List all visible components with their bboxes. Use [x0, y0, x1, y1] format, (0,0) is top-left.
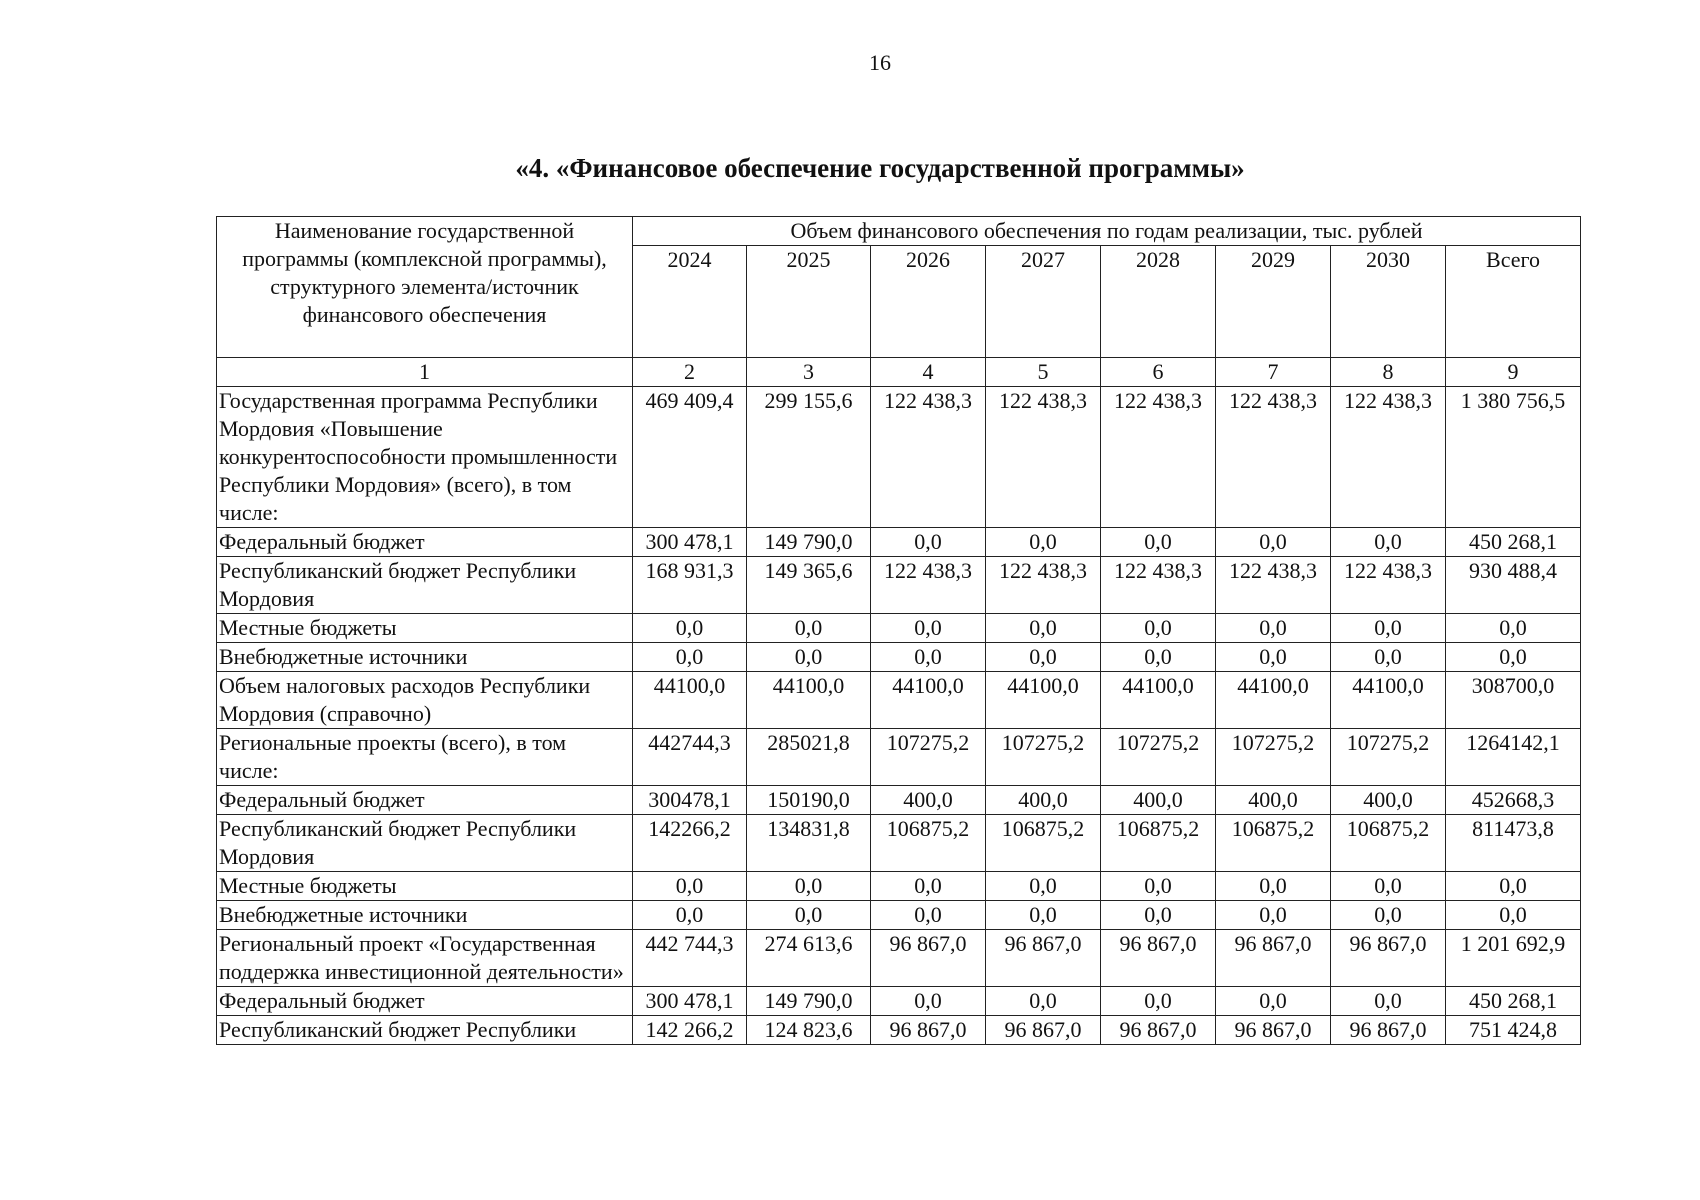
column-number: 7: [1216, 358, 1331, 387]
column-number: 4: [871, 358, 986, 387]
row-year-value: 122 438,3: [871, 387, 986, 528]
row-year-value: 0,0: [1101, 643, 1216, 672]
row-year-value: 0,0: [633, 643, 747, 672]
row-year-value: 400,0: [1331, 786, 1446, 815]
table-row: [217, 815, 1581, 872]
table-row: [217, 786, 1581, 815]
row-year-value: 96 867,0: [1101, 1016, 1216, 1045]
row-year-value: 106875,2: [986, 815, 1101, 872]
column-number: 6: [1101, 358, 1216, 387]
table-row: [217, 614, 1581, 643]
row-name: Объем налоговых расходов Республики Мордовия (справочно): [217, 672, 633, 729]
row-year-value: 0,0: [986, 643, 1101, 672]
row-year-value: 0,0: [1331, 614, 1446, 643]
row-year-value: 300478,1: [633, 786, 747, 815]
row-name: Местные бюджеты: [217, 872, 633, 901]
row-year-value: 122 438,3: [986, 557, 1101, 614]
row-total-value: 811473,8: [1446, 815, 1581, 872]
table-row: [217, 557, 1581, 614]
row-name: Республиканский бюджет Республики: [217, 1016, 633, 1045]
row-total-value: 450 268,1: [1446, 987, 1581, 1016]
row-year-value: 142 266,2: [633, 1016, 747, 1045]
row-year-value: 0,0: [1216, 901, 1331, 930]
column-number: 5: [986, 358, 1101, 387]
row-year-value: 0,0: [1101, 872, 1216, 901]
row-year-value: 106875,2: [1331, 815, 1446, 872]
row-year-value: 44100,0: [986, 672, 1101, 729]
row-year-value: 0,0: [871, 872, 986, 901]
row-year-value: 0,0: [986, 901, 1101, 930]
row-year-value: 107275,2: [871, 729, 986, 786]
row-year-value: 400,0: [986, 786, 1101, 815]
row-year-value: 149 790,0: [747, 987, 871, 1016]
row-year-value: 442 744,3: [633, 930, 747, 987]
row-year-value: 400,0: [871, 786, 986, 815]
row-year-value: 149 365,6: [747, 557, 871, 614]
row-year-value: 400,0: [1216, 786, 1331, 815]
row-year-value: 469 409,4: [633, 387, 747, 528]
row-name: Региональный проект «Государственная поддержка инвестиционной деятельности»: [217, 930, 633, 987]
row-year-value: 0,0: [747, 614, 871, 643]
row-year-value: 122 438,3: [871, 557, 986, 614]
row-year-value: 124 823,6: [747, 1016, 871, 1045]
row-year-value: 0,0: [747, 901, 871, 930]
row-year-value: 96 867,0: [986, 1016, 1101, 1045]
row-year-value: 300 478,1: [633, 987, 747, 1016]
row-year-value: 107275,2: [1331, 729, 1446, 786]
table-row: [217, 987, 1581, 1016]
row-year-value: 0,0: [1216, 528, 1331, 557]
row-year-value: 107275,2: [986, 729, 1101, 786]
table-row: [217, 643, 1581, 672]
row-year-value: 0,0: [633, 901, 747, 930]
row-year-value: 44100,0: [1216, 672, 1331, 729]
row-year-value: 96 867,0: [1331, 1016, 1446, 1045]
row-name: Внебюджетные источники: [217, 643, 633, 672]
row-year-value: 0,0: [1216, 987, 1331, 1016]
row-name: Федеральный бюджет: [217, 528, 633, 557]
row-year-value: 122 438,3: [1331, 557, 1446, 614]
row-name: Республиканский бюджет Республики Мордовия: [217, 557, 633, 614]
row-year-value: 0,0: [1331, 643, 1446, 672]
row-year-value: 149 790,0: [747, 528, 871, 557]
row-year-value: 106875,2: [1216, 815, 1331, 872]
header-row-group: [217, 217, 1581, 246]
row-year-value: 0,0: [633, 872, 747, 901]
row-name: Региональные проекты (всего), в том числе:: [217, 729, 633, 786]
table-body: [217, 387, 1581, 1045]
row-year-value: 142266,2: [633, 815, 747, 872]
row-year-value: 122 438,3: [1216, 557, 1331, 614]
table-row: [217, 1016, 1581, 1045]
row-year-value: 106875,2: [871, 815, 986, 872]
row-year-value: 0,0: [986, 872, 1101, 901]
row-total-value: 930 488,4: [1446, 557, 1581, 614]
page-number: 16: [869, 50, 891, 75]
row-year-value: 96 867,0: [1331, 930, 1446, 987]
row-year-value: 122 438,3: [1216, 387, 1331, 528]
row-total-value: 452668,3: [1446, 786, 1581, 815]
column-number: 9: [1446, 358, 1581, 387]
row-year-value: 0,0: [871, 528, 986, 557]
row-total-value: 308700,0: [1446, 672, 1581, 729]
row-year-value: 122 438,3: [1101, 387, 1216, 528]
table-row: [217, 930, 1581, 987]
row-year-value: 0,0: [871, 987, 986, 1016]
table-row: [217, 872, 1581, 901]
row-name: Федеральный бюджет: [217, 786, 633, 815]
row-year-value: 168 931,3: [633, 557, 747, 614]
header-total: Всего: [1446, 246, 1581, 358]
header-volume-group: Объем финансового обеспечения по годам реализации, тыс. рублей: [633, 217, 1581, 246]
row-total-value: 751 424,8: [1446, 1016, 1581, 1045]
row-year-value: 0,0: [871, 901, 986, 930]
row-year-value: 0,0: [747, 872, 871, 901]
row-year-value: 0,0: [986, 987, 1101, 1016]
row-total-value: 0,0: [1446, 901, 1581, 930]
table-header: [217, 217, 1581, 387]
row-year-value: 0,0: [1216, 614, 1331, 643]
header-year: 2029: [1216, 246, 1331, 358]
column-number: 1: [217, 358, 633, 387]
financing-table: [216, 216, 1581, 1045]
row-total-value: 1 201 692,9: [1446, 930, 1581, 987]
row-year-value: 0,0: [1101, 901, 1216, 930]
row-year-value: 0,0: [1331, 528, 1446, 557]
header-year: 2027: [986, 246, 1101, 358]
header-year: 2025: [747, 246, 871, 358]
table-row: [217, 729, 1581, 786]
row-year-value: 44100,0: [1101, 672, 1216, 729]
row-year-value: 96 867,0: [986, 930, 1101, 987]
column-number: 8: [1331, 358, 1446, 387]
row-year-value: 44100,0: [1331, 672, 1446, 729]
row-year-value: 0,0: [1216, 872, 1331, 901]
row-total-value: 0,0: [1446, 872, 1581, 901]
row-year-value: 0,0: [633, 614, 747, 643]
row-year-value: 0,0: [1101, 528, 1216, 557]
table-row: [217, 387, 1581, 528]
row-year-value: 274 613,6: [747, 930, 871, 987]
document-title: «4. «Финансовое обеспечение государственной программы»: [515, 153, 1245, 183]
row-year-value: 0,0: [986, 528, 1101, 557]
row-name: Республиканский бюджет Республики Мордовия: [217, 815, 633, 872]
row-year-value: 299 155,6: [747, 387, 871, 528]
row-year-value: 96 867,0: [1101, 930, 1216, 987]
row-year-value: 44100,0: [871, 672, 986, 729]
row-year-value: 122 438,3: [1331, 387, 1446, 528]
row-year-value: 122 438,3: [1101, 557, 1216, 614]
table-row: [217, 528, 1581, 557]
header-year: 2030: [1331, 246, 1446, 358]
row-year-value: 0,0: [1101, 614, 1216, 643]
row-year-value: 107275,2: [1101, 729, 1216, 786]
row-year-value: 300 478,1: [633, 528, 747, 557]
row-year-value: 107275,2: [1216, 729, 1331, 786]
row-year-value: 122 438,3: [986, 387, 1101, 528]
row-year-value: 0,0: [1101, 987, 1216, 1016]
row-year-value: 0,0: [871, 643, 986, 672]
row-year-value: 0,0: [1331, 987, 1446, 1016]
header-year: 2028: [1101, 246, 1216, 358]
row-total-value: 0,0: [1446, 643, 1581, 672]
row-year-value: 0,0: [1216, 643, 1331, 672]
column-number: 2: [633, 358, 747, 387]
row-year-value: 96 867,0: [871, 930, 986, 987]
row-year-value: 96 867,0: [1216, 930, 1331, 987]
row-name: Внебюджетные источники: [217, 901, 633, 930]
row-year-value: 442744,3: [633, 729, 747, 786]
row-year-value: 0,0: [1331, 872, 1446, 901]
table-row: [217, 672, 1581, 729]
row-year-value: 0,0: [747, 643, 871, 672]
row-year-value: 44100,0: [747, 672, 871, 729]
row-total-value: 1264142,1: [1446, 729, 1581, 786]
header-name-column: Наименование государственной программы (комплексной программы), структурного элемента/источник финансового обеспечения: [217, 217, 633, 358]
row-year-value: 0,0: [986, 614, 1101, 643]
row-year-value: 0,0: [871, 614, 986, 643]
row-name: Государственная программа Республики Мордовия «Повышение конкурентоспособности промышленности Республики Мордовия» (всего), в том числе:: [217, 387, 633, 528]
row-year-value: 0,0: [1331, 901, 1446, 930]
row-year-value: 400,0: [1101, 786, 1216, 815]
header-row-numbers: [217, 358, 1581, 387]
row-year-value: 96 867,0: [871, 1016, 986, 1045]
row-year-value: 44100,0: [633, 672, 747, 729]
row-year-value: 150190,0: [747, 786, 871, 815]
row-total-value: 450 268,1: [1446, 528, 1581, 557]
row-year-value: 134831,8: [747, 815, 871, 872]
header-year: 2026: [871, 246, 986, 358]
row-name: Федеральный бюджет: [217, 987, 633, 1016]
column-number: 3: [747, 358, 871, 387]
row-year-value: 106875,2: [1101, 815, 1216, 872]
row-year-value: 96 867,0: [1216, 1016, 1331, 1045]
row-name: Местные бюджеты: [217, 614, 633, 643]
row-total-value: 1 380 756,5: [1446, 387, 1581, 528]
table-row: [217, 901, 1581, 930]
header-year: 2024: [633, 246, 747, 358]
row-year-value: 285021,8: [747, 729, 871, 786]
row-total-value: 0,0: [1446, 614, 1581, 643]
